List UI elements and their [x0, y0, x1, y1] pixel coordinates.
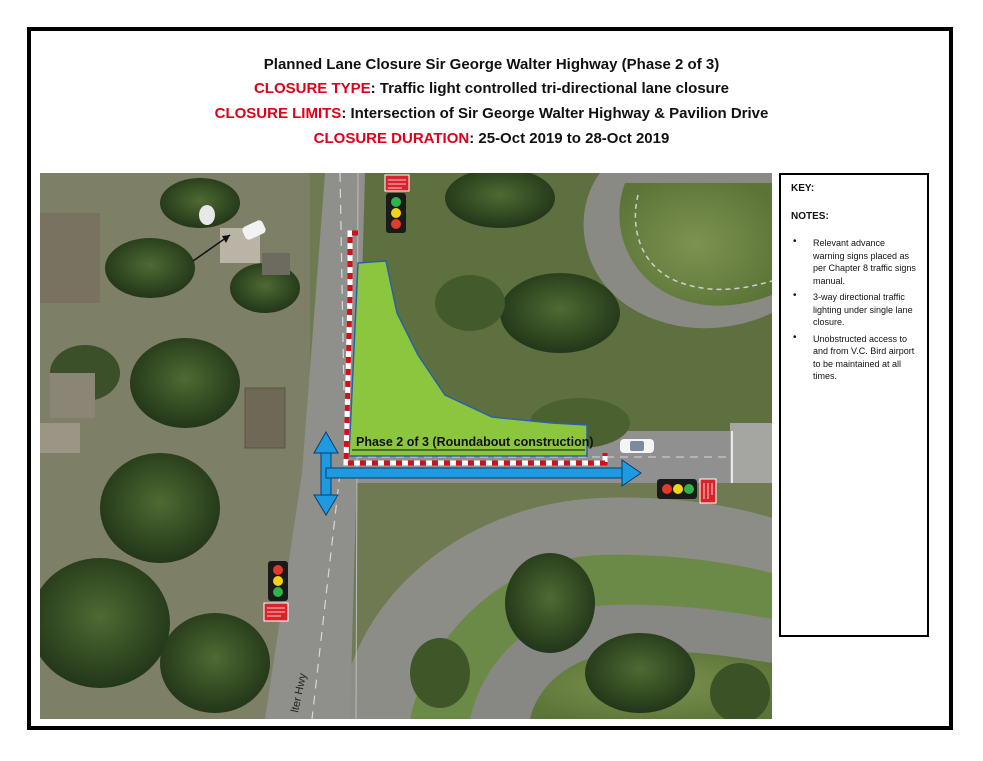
warning-sign-icon [264, 603, 288, 621]
note-text: Unobstructed access to and from V.C. Bird airport to be maintained at all times. [813, 333, 915, 381]
closure-type-value: : Traffic light controlled tri-directional lane closure [370, 80, 730, 97]
closure-duration-value: : 25-Oct 2019 to 28-Oct 2019 [469, 130, 670, 147]
list-item [789, 237, 919, 287]
traffic-light-icon [268, 561, 288, 601]
closure-limits-label: CLOSURE LIMITS [214, 105, 342, 122]
notes-title: NOTES: [791, 211, 829, 222]
closure-duration-line [0, 130, 983, 147]
bullet: • [793, 236, 797, 247]
closure-type-label: CLOSURE TYPE [253, 80, 371, 97]
warning-sign-icon [700, 479, 716, 503]
traffic-light-icon [386, 193, 406, 233]
warning-sign-icon [385, 175, 409, 191]
page-title: Planned Lane Closure Sir George Walter Highway (Phase 2 of 3) [263, 56, 720, 73]
note-text: Relevant advance warning signs placed as per Chapter 8 traffic signs manual. [813, 238, 916, 286]
list-item [789, 333, 919, 383]
list-item [789, 291, 919, 329]
closure-type-line [0, 80, 983, 97]
aerial-map [40, 173, 772, 719]
notes-list [789, 237, 919, 387]
traffic-light-icon [657, 479, 697, 499]
phase-label: Phase 2 of 3 (Roundabout construction) [356, 435, 594, 449]
note-text: 3-way directional traffic lighting under single lane closure. [813, 292, 913, 327]
key-title: KEY: [791, 183, 815, 194]
road-label-bottom: lter Hwy [289, 672, 310, 714]
bullet: • [793, 290, 797, 301]
key-panel [779, 173, 929, 637]
closure-limits-line [0, 105, 983, 122]
closure-duration-label: CLOSURE DURATION [313, 130, 470, 147]
closure-limits-value: : Intersection of Sir George Walter Highway & Pavilion Drive [341, 105, 769, 122]
bullet: • [793, 331, 797, 343]
